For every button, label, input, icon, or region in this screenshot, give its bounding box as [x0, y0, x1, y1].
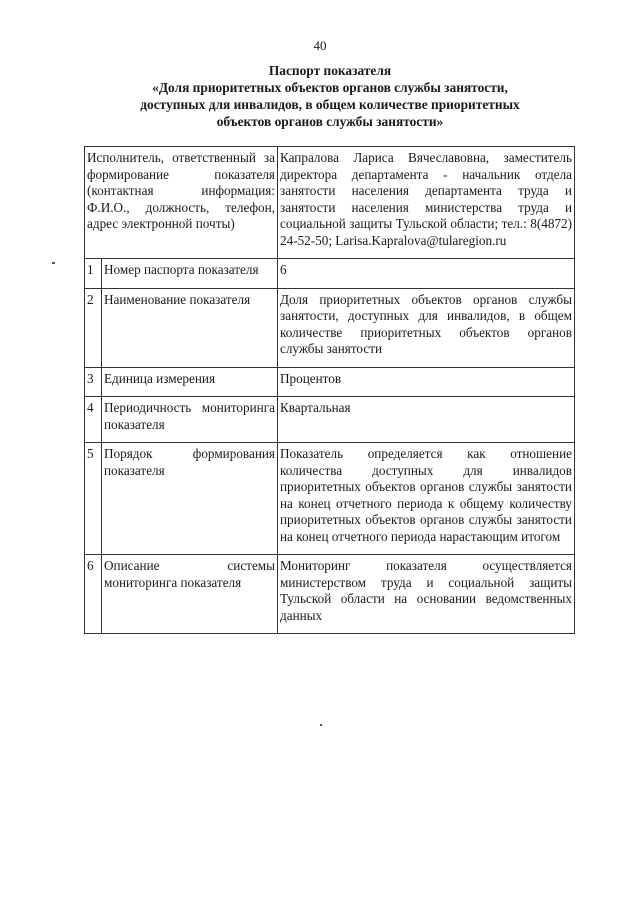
- table-row: [85, 443, 575, 555]
- row-label: Наименование показателя: [102, 288, 278, 367]
- row-value: Квартальная: [278, 397, 575, 443]
- title-line-2: «Доля приоритетных объектов органов службы занятости,: [152, 80, 508, 95]
- row-value: 6: [278, 259, 575, 289]
- table-row: [85, 397, 575, 443]
- title-line-1: Паспорт показателя: [268, 63, 392, 78]
- scan-speck: [52, 262, 55, 264]
- row-label: Периодичность мониторинга показателя: [102, 397, 278, 443]
- row-number: 2: [85, 288, 102, 367]
- row-number: 3: [85, 367, 102, 397]
- table-row: [85, 288, 575, 367]
- row-value: Показатель определяется как отношение количества доступных для инвалидов приоритетных объектов органов службы занятости на конец отчетного периода к общему количеству приоритетных объектов органов службы занятости на конец отчетного периода нарастающим итогом: [278, 443, 575, 555]
- passport-table: [84, 146, 575, 634]
- table-row: [85, 555, 575, 634]
- table-row: [85, 259, 575, 289]
- row-label: Номер паспорта показателя: [102, 259, 278, 289]
- document-title: [80, 62, 580, 130]
- row-number: 1: [85, 259, 102, 289]
- scan-speck: [320, 724, 322, 726]
- row-label: Описание системы мониторинга показателя: [102, 555, 278, 634]
- page-number: 40: [313, 38, 327, 53]
- row-number: 6: [85, 555, 102, 634]
- row-label: Единица измерения: [102, 367, 278, 397]
- row-number: 4: [85, 397, 102, 443]
- table-row-executor: [85, 147, 575, 259]
- title-line-3: доступных для инвалидов, в общем количестве приоритетных: [140, 97, 520, 112]
- executor-label: Исполнитель, ответственный за формирование показателя (контактная информация: Ф.И.О., должность, телефон, адрес электронной почты): [85, 147, 278, 259]
- table-row: [85, 367, 575, 397]
- executor-value: Капралова Лариса Вячеславовна, заместитель директора департамента - начальник отдела занятости населения департамента труда и занятости населения министерства труда и социальной защиты Тульской области; тел.: 8(4872) 24-52-50; Larisa.Kapralova@tularegion.ru: [278, 147, 575, 259]
- row-value: Доля приоритетных объектов органов службы занятости, доступных для инвалидов, в общем количестве приоритетных объектов органов службы занятости: [278, 288, 575, 367]
- row-label: Порядок формирования показателя: [102, 443, 278, 555]
- row-value: Процентов: [278, 367, 575, 397]
- row-value: Мониторинг показателя осуществляется министерством труда и социальной защиты Тульской области на основании ведомственных данных: [278, 555, 575, 634]
- title-line-4: объектов органов службы занятости»: [216, 114, 444, 129]
- row-number: 5: [85, 443, 102, 555]
